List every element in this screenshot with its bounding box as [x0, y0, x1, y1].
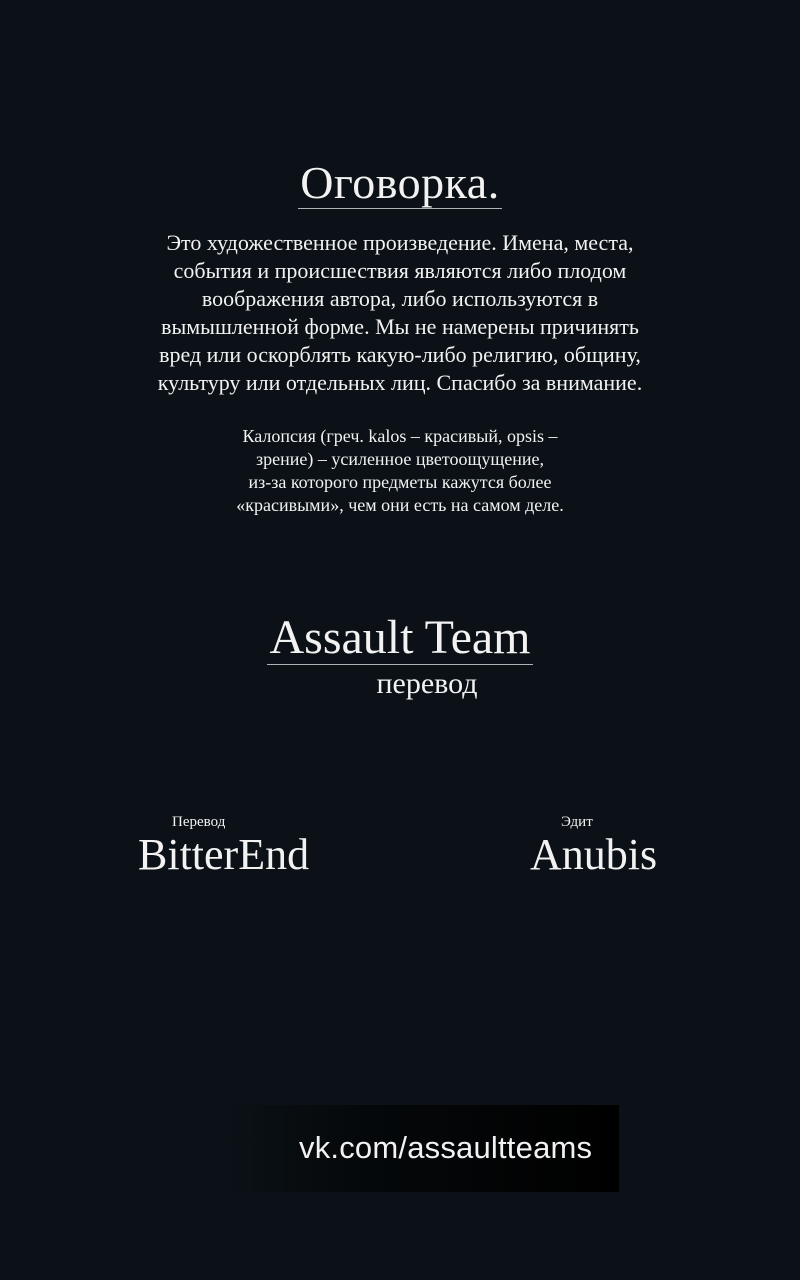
disclaimer-line: культуру или отдельных лиц. Спасибо за внимание. — [157, 370, 643, 395]
team-subtitle: перевод — [376, 667, 478, 700]
disclaimer-line: Это художественное произведение. Имена, места, — [166, 230, 634, 255]
disclaimer-title-text: Оговорка. — [300, 157, 500, 208]
note-line: «красивыми», чем они есть на самом деле. — [236, 495, 564, 515]
editor-name: Anubis — [530, 830, 658, 879]
disclaimer-line: события и происшествия являются либо плодом — [173, 258, 627, 283]
disclaimer-line: вред или оскорблять какую-либо религию, общину, — [159, 342, 641, 367]
disclaimer-text — [100, 229, 700, 397]
translator-name: BitterEnd — [138, 830, 310, 879]
translator-role: Перевод — [172, 814, 226, 830]
team-name-text: Assault Team — [269, 611, 531, 664]
translator-credit — [138, 813, 309, 879]
editor-credit — [530, 813, 657, 879]
vk-link[interactable]: vk.com/assaultteams — [299, 1130, 593, 1165]
editor-role: Эдит — [561, 814, 593, 830]
disclaimer-title — [0, 155, 800, 211]
note-line: из-за которого предметы кажутся более — [248, 472, 552, 492]
note-line: зрение) – усиленное цветоощущение, — [255, 449, 545, 469]
team-name — [0, 610, 800, 666]
disclaimer-line: вымышленной форме. Мы не намерены причинять — [161, 314, 639, 339]
note-line: Калопсия (греч. kalos – красивый, opsis – — [242, 426, 558, 446]
disclaimer-line: воображения автора, либо используются в — [201, 286, 599, 311]
calopsia-note — [150, 425, 650, 517]
